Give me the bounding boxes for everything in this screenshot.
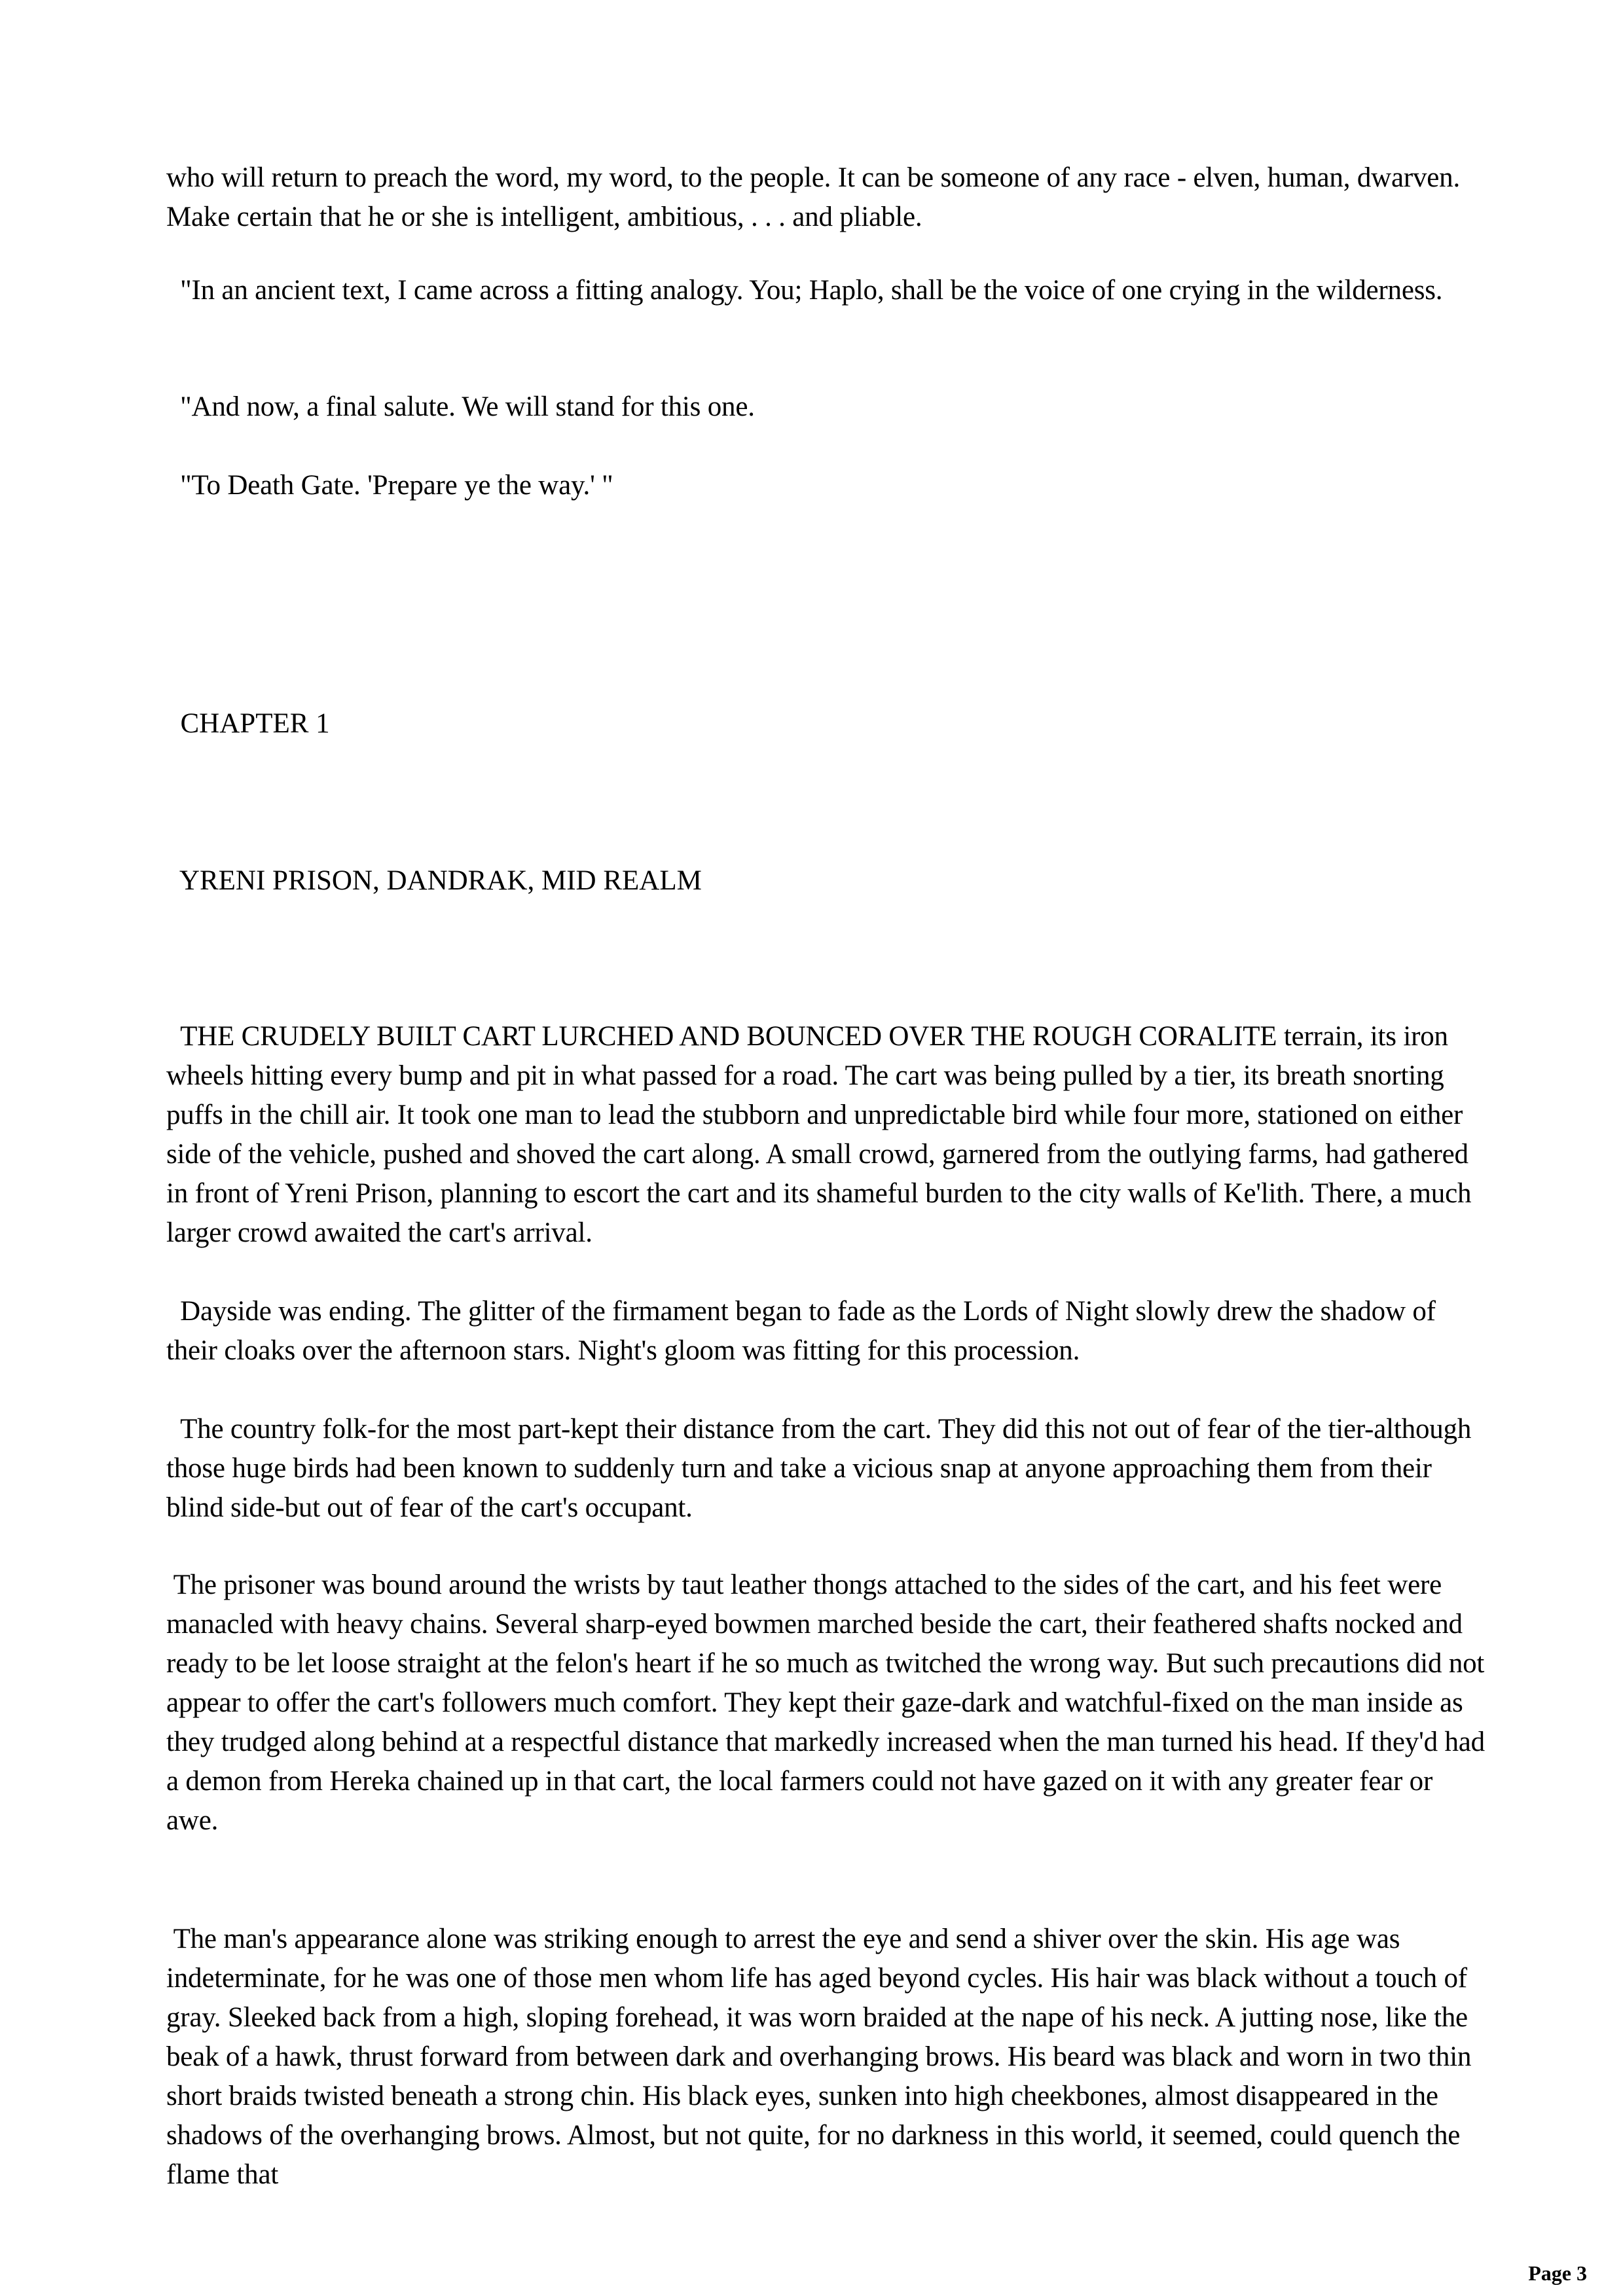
paragraph-5: THE CRUDELY BUILT CART LURCHED AND BOUNCED OVER THE ROUGH CORALITE terrain, its iron wheels hitting every bump and pit in what passed for a road. The cart was being pulled by a tier, its breath snorting puffs in the chill air. It took one man to lead the stubborn and unpredictable bird while four more, stationed on either side of the vehicle, pushed and shoved the cart along. A small crowd, garnered from the outlying farms, had gathered in front of Yreni Prison, planning to escort the cart and its shameful burden to the city walls of Ke'lith. There, a much larger crowd awaited the cart's arrival. xyxy=(166,1021,1478,1248)
paragraph-7: The country folk-for the most part-kept their distance from the cart. They did this not out of fear of the tier-although those huge birds had been known to suddenly turn and take a vicious snap at anyone approaching them from their blind side-but out of fear of the cart's occupant. xyxy=(166,1414,1478,1523)
paragraph-3: "And now, a final salute. We will stand for this one. xyxy=(166,391,755,422)
paragraph-4: "To Death Gate. 'Prepare ye the way.' " xyxy=(166,470,613,501)
location-heading: YRENI PRISON, DANDRAK, MID REALM xyxy=(166,865,702,896)
paragraph-2: "In an ancient text, I came across a fitting analogy. You; Haplo, shall be the voice of one crying in the wilderness. xyxy=(166,275,1443,306)
paragraph-8: The prisoner was bound around the wrists by taut leather thongs attached to the sides of the cart, and his feet were manacled with heavy chains. Several sharp-eyed bowmen marched beside the cart, their feathered shafts nocked and ready to be let loose straight at the felon's heart if he so much as twitched the wrong way. But such precautions did not appear to offer the cart's followers much comfort. They kept their gaze-dark and watchful-fixed on the man inside as they trudged along behind at a respectful distance that markedly increased when the man turned his head. If they'd had a demon from Hereka chained up in that cart, the local farmers could not have gazed on it with any greater fear or awe. xyxy=(166,1570,1492,1836)
paragraph-6: Dayside was ending. The glitter of the firmament began to fade as the Lords of Night slowly drew the shadow of their cloaks over the afternoon stars. Night's gloom was fitting for this procession. xyxy=(166,1296,1443,1366)
page-number: Page 3 xyxy=(1528,2261,1587,2285)
paragraph-1: who will return to preach the word, my word, to the people. It can be someone of any race - elven, human, dwarven. Make certain that he or she is intelligent, ambitious, . . . and pliable. xyxy=(166,162,1467,232)
chapter-heading: CHAPTER 1 xyxy=(166,708,330,739)
paragraph-9: The man's appearance alone was striking enough to arrest the eye and send a shiver over the skin. His age was indeterminate, for he was one of those men whom life has aged beyond cycles. His hair was black without a touch of gray. Sleeked back from a high, sloping forehead, it was worn braided at the nape of his neck. A jutting nose, like the beak of a hawk, thrust forward from between dark and overhanging brows. His beard was black and worn in two thin short braids twisted beneath a strong chin. His black eyes, sunken into high cheekbones, almost disappeared in the shadows of the overhanging brows. Almost, but not quite, for no darkness in this world, it seemed, could quench the flame that xyxy=(166,1924,1478,2190)
